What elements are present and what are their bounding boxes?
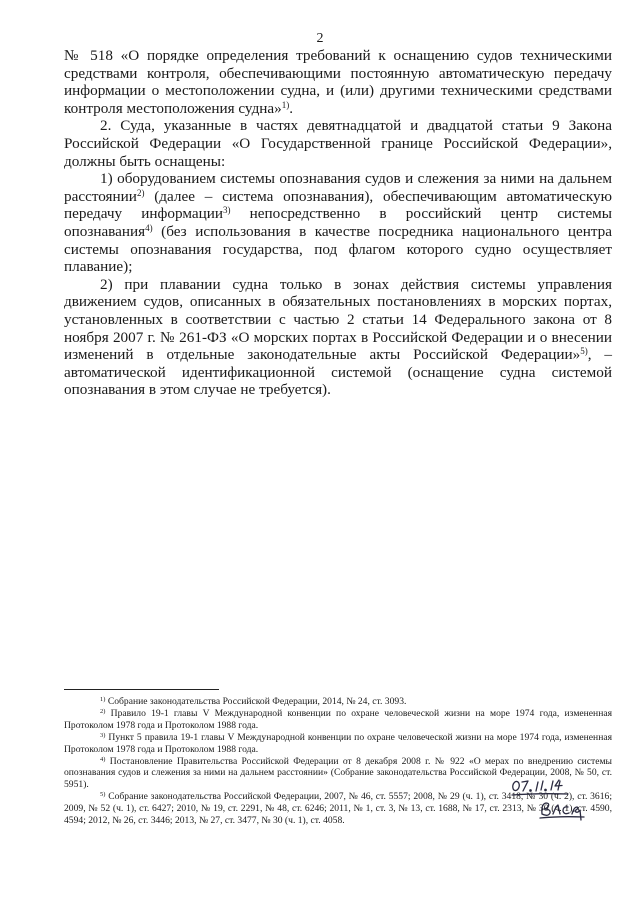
footnote-3-num: 3) <box>100 731 106 739</box>
footnote-ref-1: 1) <box>281 99 290 110</box>
paragraph-1: № 518 «О порядке определения требований к оснащению судов техническими средствами контроля, обеспечивающими постоянную автоматическую передачу информации о местоположении судна, и (или) другими техническими средствами контроля местоположения судна»$^{1)}$. <box>64 47 612 117</box>
footnote-ref-3: 3) <box>222 205 231 216</box>
paragraph-3-text-a: 1) оборудованием системы опознавания судов и слежения за ними на дальнем расстоянии <box>64 170 612 205</box>
footnote-2-text: Правило 19-1 главы V Международной конвенции по охране человеческой жизни на море 1974 года, измененная Протоколом 1978 года и Протоколом 1988 года. <box>64 707 612 731</box>
footnote-ref-5: 5) <box>580 346 588 357</box>
footnote-1-text: Собрание законодательства Российской Федерации, 2014, № 24, ст. 3093. <box>105 696 407 707</box>
footnote-ref-4: 4) <box>145 222 153 233</box>
paragraph-1-text: № 518 «О порядке определения требований к оснащению судов техническими средствами контроля, обеспечивающими постоянную автоматическую передачу информации о местоположении судна, и (или) другими техническими средствами контроля местоположения судна» <box>64 47 612 117</box>
footnote-4-num: 4) <box>100 755 106 763</box>
paragraph-4 <box>64 276 612 399</box>
handwritten-signature <box>508 776 608 826</box>
paragraph-3 <box>64 170 612 276</box>
paragraph-4-text-a: 2) при плавании судна только в зонах действия системы управления движением судов, описанных в обязательных постановлениях в морских портах, установленных в соответствии с частью 2 статьи 14 Федерального закона от 8 ноября 2007 г. № 261-ФЗ «О морских портах в Российской Федерации и о внесении изменений в отдельные законодательные акты Российской Федерации» <box>64 275 612 364</box>
paragraph-3-text-d: (без использования в качестве посредника национального центра системы опознавания государства, под флагом которого судно осуществляет плавание); <box>64 222 612 276</box>
footnote-ref-2: 2) <box>136 187 145 198</box>
footnote-5-text: Собрание законодательства Российской Федерации, 2007, № 46, ст. 5557; 2008, № 29 (ч. 1), ст. 3418, № 30 (ч. 2), ст. 3616; 2009, № 52 (ч. 1), ст. 6427; 2010, № 19, ст. 2291, № 48, ст. 6246; 2011, № 1, ст. 3, № 13, ст. 1688, № 17, ст. 2313, № 30 (ч. 1), ст. 4590, 4594; 2012, № 26, ст. 3446; 2013, № 27, ст. 3477, № 30 (ч. 1), ст. 4058. <box>64 791 612 827</box>
paragraph-2: 2. Суда, указанные в частях девятнадцатой и двадцатой статьи 9 Закона Российской Федерации «О Государственной границе Российской Федерации», должны быть оснащены: <box>64 117 612 170</box>
footnote-5-num: 5) <box>100 791 106 799</box>
footnote-4-text: Постановление Правительства Российской Федерации от 8 декабря 2008 г. № 922 «О мерах по внедрению системы опознавания судов и слежения за ними на дальнем расстоянии» (Собрание законодательства Российской Федерации, 2008, № 50, ст. 5951). <box>64 755 612 791</box>
body-text <box>64 47 612 399</box>
footnote-1-num: 1) <box>100 696 106 703</box>
footnote-3-text: Пункт 5 правила 19-1 главы V Международной конвенции по охране человеческой жизни на море 1974 года, измененная Протоколом 1978 года и Протоколом 1988 года. <box>64 731 612 755</box>
footnote-2-num: 2) <box>100 707 106 715</box>
paragraph-3-text-b: (далее – система опознавания), обеспечивающим автоматическую передачу информации <box>64 187 612 223</box>
footnote-3 <box>64 732 612 756</box>
page-number: 2 <box>316 31 324 46</box>
footnote-2 <box>64 708 612 732</box>
footnote-1 <box>64 696 612 708</box>
paragraph-4-text-b: , – автоматической идентификационной системой (оснащение судна системой опознавания в этом случае не требуется). <box>64 346 613 399</box>
footnote-divider <box>64 689 219 690</box>
paragraph-3-text-c: непосредственно в российский центр системы опознавания <box>64 205 612 240</box>
